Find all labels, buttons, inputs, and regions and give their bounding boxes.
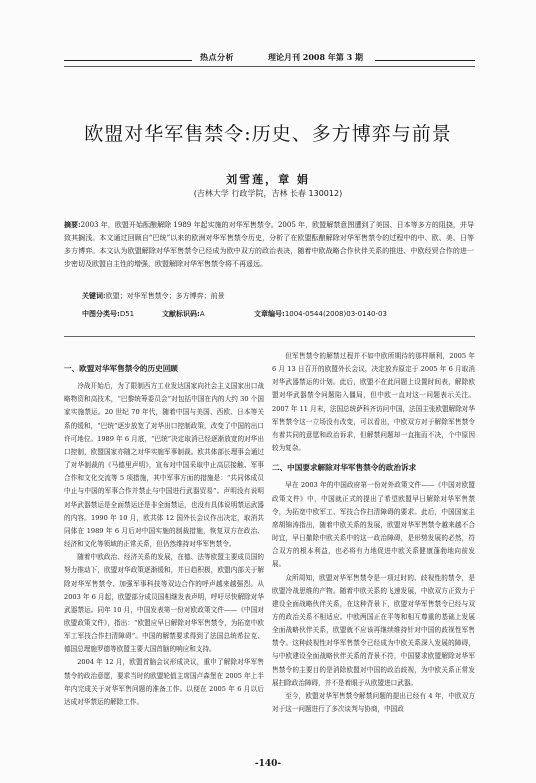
- keywords: [82, 291, 225, 301]
- paragraph: 众所周知，欧盟对华军售禁令是一项过时的、歧视性的禁令，是欧盟冷战思维的产物。随着中欧关系的飞速发展，中欧双方正致力于建设全面战略伙伴关系，在这种背景下，欧盟对华军售禁令已经与双方的政治关系不相适应。中欧两国正在平等和相互尊重的基础上发展全面战略伙伴关系，欧盟就不应该再继续维持针对中国的歧视性军售禁令。这种歧视性对华军售禁令已经成为中欧关系深入发展的障碍，与中欧建设全面战略伙伴关系的背景不符，中国要求欧盟解除对华军售禁令的主要目的是消除欧盟对中国的政治歧视，为中欧关系正常发展扫除政治障碍，并不是着眼于从欧盟进口武器。: [272, 573, 475, 687]
- author-affiliation: (吉林大学 行政学院，吉林 长春 130012): [193, 189, 343, 198]
- abstract-text: 2003 年，欧盟开始酝酿解除 1989 年起实施的对华军售禁令。2005 年，欧盟解禁意图遭到了美国、日本等多方的阻挠，并导致其搁浅。本文通过回顾自“巴统”以来的欧洲对华军售禁令历史，分析了在欧盟酝酿解除对华军售禁令的过程中的中、欧、美、日等多方博弈。本文认为欧盟解除对华军售禁令已经成为欧中双方的政治表决，随着中欧战略合作伙伴关系的推进、中欧经贸合作的进一步密切及欧盟自主性的增强，欧盟解除对华军售禁令将不再遥远。: [64, 221, 474, 268]
- journal-issue: 理论月刊 2008 年第 3 期: [268, 52, 363, 62]
- paragraph: 早在 2003 年的中国政府第一份对外政策文件——《中国对欧盟政策文件》中，中国就正式的提出了希望欧盟早日解除对华军售禁令，为拓宽中欧军工、军技合作扫清障碍的要求。此后，中国国家主席胡锦涛指出，随着中欧关系的发展，欧盟对华军售禁令越来越不合时宜，早日撤除中欧关系中的这一政治障碍，是形势发展的必然，符合双方的根本利益，也必将有力地促进中欧关系健康蓬勃地向前发展。: [272, 481, 475, 569]
- keywords-label: 关键词:: [82, 291, 106, 300]
- header-rule-right: [375, 60, 475, 61]
- clc-number: [82, 309, 134, 319]
- clc-label: 中图分类号:: [82, 310, 120, 318]
- keywords-text: 欧盟；对华军售禁令；多方博弈；前景: [105, 292, 225, 300]
- paragraph: 冷战开始后，为了限制西方工业发达国家向社会主义国家出口战略物资和高技术，“巴黎统筹委员会”对包括中国在内的大约 30 个国家实施禁运。20 世纪 70 年代，随着中国与美国、西欧、日本等关系的缓和，“巴统”逐步放宽了对华出口控制政策，改变了中国的出口许可地位。1989 年 6 月底，“巴统”决定取消已经逐渐放宽的对华出口控制，欧盟国家亦随之对华实施军事制裁。欧共体部长理事会通过了对华制裁的《马德里声明》，宣布对中国采取中止高层接触、军事合作和文化交流等 5 项措施，其中军事方面的措施是：“共同体成员中止与中国的军事合作并禁止与中国进行武器贸易”。声明没有说明对华武器禁运是全面禁运还是非全面禁运，也没有具体说明禁运武器的内容。1990 年 10 月，欧共体 12 国外长会议作出决定，取消共同体在 1989 年 6 月后对中国实施的制裁措施，恢复双方在政治、经济和文化等领域的正常关系，但仍然维持对华军售禁令。: [64, 382, 264, 549]
- header-divider: [64, 336, 475, 337]
- abstract: [64, 218, 474, 271]
- paragraph: 2004 年 12 月，欧盟首脑会议形成决议，重申了解除对华军售禁令的政治意愿，要求当时的欧盟轮值主席国卢森堡在 2005 年上半年内完成关于对华军售问题的准备工作。以便在 2005 年 6 月以后达成对华禁运的解除工作。: [64, 658, 264, 706]
- article-no-value: 1004-0544(2008)03-0140-03: [284, 310, 387, 318]
- header-underline: [64, 66, 475, 67]
- paragraph: 但军售禁令的解禁过程并不如中欧所期待的那样顺利，2005 年 6 月 13 日召开的欧盟外长会议，决定放弃原定于 2005 年 6 月取消对华武器禁运的计划。此后，欧盟不在此问题上设置时间表，解除欧盟对华武器禁令问题陷入僵局，但中欧一直对这一问题表示关注。2007 年 11 月末，法国总统萨科齐访问中国，法国主张欧盟解除对华军售禁令这一立场没有改变，可以看出，中欧双方对于解除军售禁令有着共同的意愿和政治诉求，但解禁问题却一直拖而不决，个中原因较为复杂。: [272, 352, 475, 453]
- page-number: -140-: [254, 759, 282, 769]
- doc-code-label: 文献标识码:: [162, 310, 200, 318]
- header-rule-left: [64, 60, 192, 61]
- article-authors: 刘雪莲，章 娟: [226, 173, 310, 186]
- paragraph: 随着中欧政治、经济关系的发展，在德、法等欧盟主要成员国的努力推动下，欧盟对华政策逐渐缓和，并日趋积极，欧盟内部关于解除对华军售禁令、加强军事科技等双边合作的呼声越来越强烈。从 2003 年 6 月起，欧盟部分成员国相继发表声明，呼吁尽快解除对华武器禁运。同年 10 月，中国发表第一份对欧政策文件——《中国对欧盟政策文件》，指出：“欧盟应早日解除对华军售禁令，为拓宽中欧军工军技合作扫清障碍”。中国的解禁要求得到了法国总统希拉克、德国总理施罗德等欧盟主要大国首脑的响应和支持。: [64, 553, 264, 654]
- right-column: [272, 350, 475, 746]
- document-code: [162, 309, 205, 319]
- doc-code-value: A: [199, 310, 205, 318]
- section-heading-1: 一、欧盟对华军售禁令的历史回顾: [64, 364, 178, 373]
- section-heading-2: 二、中国要求解除对华军售禁令的政治诉求: [272, 463, 417, 473]
- article-title: 欧盟对华军售禁令:历史、多方博弈与前景: [84, 123, 452, 145]
- clc-value: D51: [119, 310, 135, 318]
- article-number: [254, 309, 387, 319]
- section-label: 热点分析: [200, 52, 234, 62]
- abstract-label: 摘要:: [64, 220, 81, 229]
- left-column: [64, 356, 264, 746]
- article-no-label: 文章编号:: [254, 310, 285, 318]
- paragraph: 至今，欧盟对华军售禁令解禁问题的提出已经有 4 年，中欧双方对于这一问题进行了多次谈判与协商，中国政: [272, 691, 475, 714]
